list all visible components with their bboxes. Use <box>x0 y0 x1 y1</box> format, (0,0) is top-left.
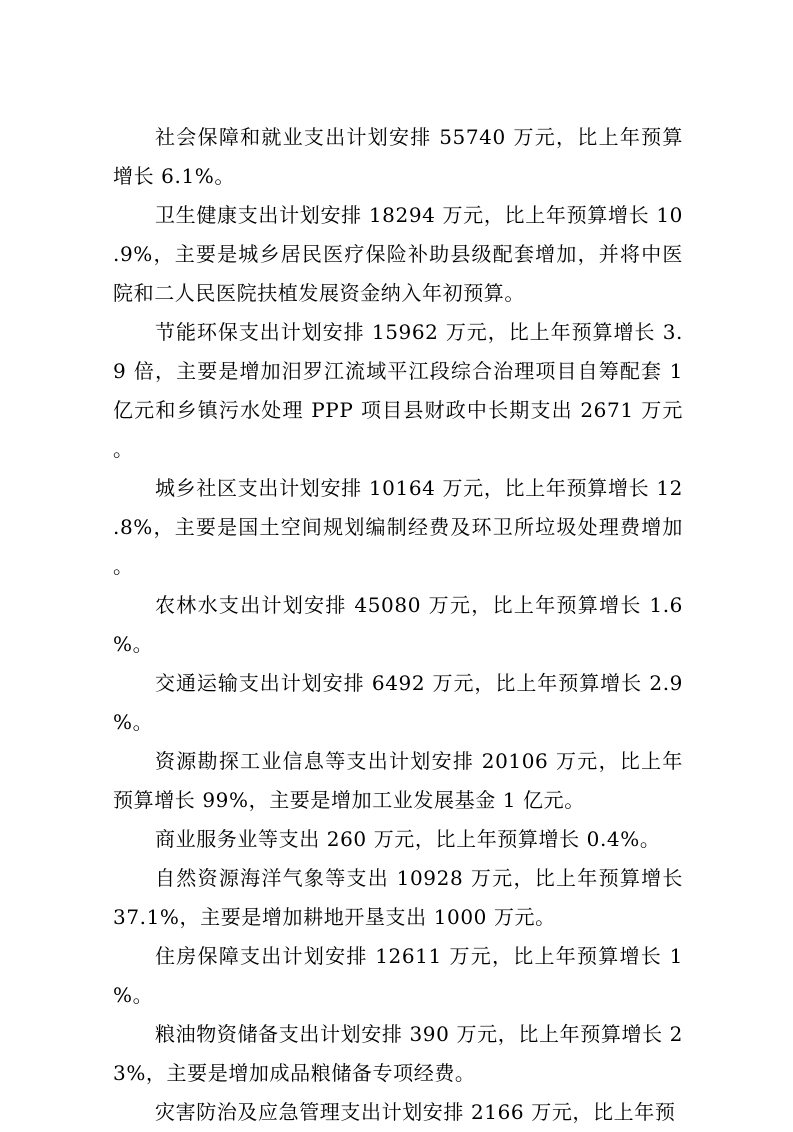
paragraph-disaster-prevention: 灾害防治及应急管理支出计划安排 2166 万元，比上年预 <box>155 1100 676 1124</box>
paragraph-agriculture-forestry-water: 农林水支出计划安排 45080 万元，比上年预算增长 1.6%。 <box>113 593 683 656</box>
paragraph-natural-resources: 自然资源海洋气象等支出 10928 万元，比上年预算增长 37.1%，主要是增加耕地开垦支出 1000 万元。 <box>113 866 683 929</box>
paragraph-commerce-services: 商业服务业等支出 260 万元，比上年预算增长 0.4%。 <box>155 827 661 851</box>
paragraph-transportation: 交通运输支出计划安排 6492 万元，比上年预算增长 2.9%。 <box>113 671 683 734</box>
paragraph-energy-environment: 节能环保支出计划安排 15962 万元，比上年预算增长 3.9 倍，主要是增加汨罗江流域平江段综合治理项目自筹配套 1 亿元和乡镇污水处理 PPP 项目县财政中长期支出 2671 万元。 <box>113 320 683 461</box>
paragraph-housing: 住房保障支出计划安排 12611 万元，比上年预算增长 1%。 <box>113 944 683 1007</box>
paragraph-resources-industry: 资源勘探工业信息等支出计划安排 20106 万元，比上年预算增长 99%，主要是增加工业发展基金 1 亿元。 <box>113 749 683 812</box>
paragraph-health: 卫生健康支出计划安排 18294 万元，比上年预算增长 10.9%，主要是城乡居民医疗保险补助县级配套增加，并将中医院和二人民医院扶植发展资金纳入年初预算。 <box>113 203 683 305</box>
paragraph-grain-reserves: 粮油物资储备支出计划安排 390 万元，比上年预算增长 23%，主要是增加成品粮储备专项经费。 <box>113 1022 683 1085</box>
body-text <box>113 118 683 1132</box>
paragraph-urban-rural-community: 城乡社区支出计划安排 10164 万元，比上年预算增长 12.8%，主要是国土空间规划编制经费及环卫所垃圾处理费增加。 <box>113 476 683 578</box>
paragraph-social-security: 社会保障和就业支出计划安排 55740 万元，比上年预算增长 6.1%。 <box>113 125 683 188</box>
